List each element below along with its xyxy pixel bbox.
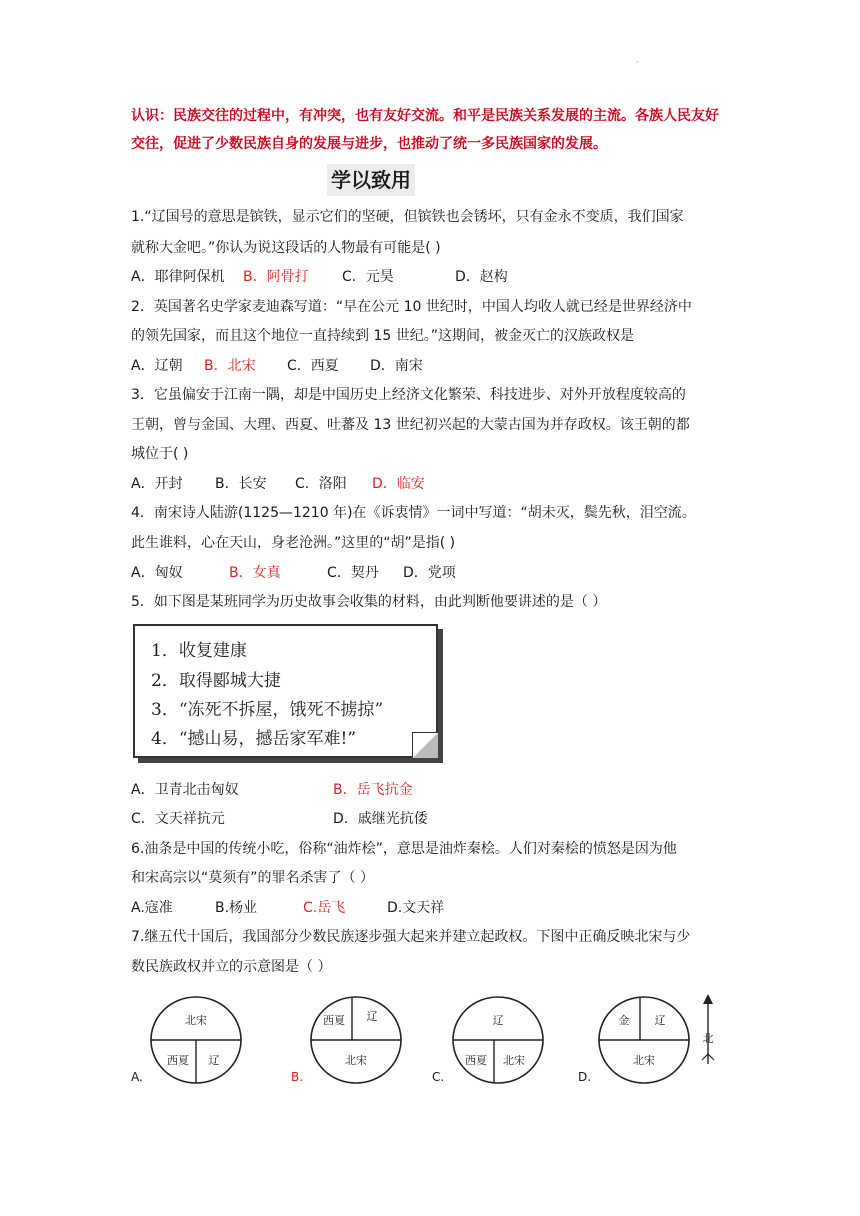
q2-option-c: C．西夏 xyxy=(287,358,339,374)
q2-line1: 2．英国著名史学家麦迪森写道：“早在公元 10 世纪时，中国人均收人就已经是世界经济中 xyxy=(131,299,692,315)
map-a-label-top: 北宋 xyxy=(185,1014,207,1027)
q3-option-a: A．开封 xyxy=(131,476,183,492)
card-item: 3．“冻死不拆屋，饿死不掳掠” xyxy=(151,700,384,720)
q5-line1: 5．如下图是某班同学为历史故事会收集的材料，由此判断他要讲述的是（ ） xyxy=(131,594,607,610)
map-c-label-bottom-left: 西夏 xyxy=(465,1054,487,1067)
q6-option-d: D.文天祥 xyxy=(387,900,445,916)
map-d-label-bottom: 北宋 xyxy=(633,1054,655,1067)
q1-line2: 就称大金吧。”你认为说这段话的人物最有可能是( ) xyxy=(131,240,441,256)
map-diagram-a xyxy=(148,994,244,1086)
q5-option-d: D．戚继光抗倭 xyxy=(333,811,428,827)
map-b-label-bottom: 北宋 xyxy=(345,1054,367,1067)
q1-option-d: D．赵构 xyxy=(455,269,508,285)
card-item: 1．收复建康 xyxy=(151,641,247,661)
map-diagram-c xyxy=(450,994,546,1086)
card-item: 2．取得郾城大捷 xyxy=(151,671,281,691)
q4-option-d: D．党项 xyxy=(403,565,456,581)
section-title: 学以致用 xyxy=(327,164,415,196)
q3-line3: 城位于( ) xyxy=(131,446,189,462)
map-diagram-b xyxy=(308,994,404,1086)
q4-option-a: A．匈奴 xyxy=(131,565,183,581)
q1-option-a: A．耶律阿保机 xyxy=(131,269,225,285)
recognition-paragraph: 认识：民族交往的过程中，有冲突，也有友好交流。和平是民族关系发展的主流。各族人民友好交往，促进了少数民族自身的发展与进步，也推动了统一多民族国家的发展。 xyxy=(131,108,719,152)
q7-option-d: D. xyxy=(578,1070,592,1084)
q1-option-c: C．元昊 xyxy=(342,269,394,285)
q4-line1: 4．南宋诗人陆游(1125—1210 年)在《诉衷情》一词中写道：“胡未灭，鬓先秋，泪空流。 xyxy=(131,505,696,521)
material-card xyxy=(133,624,438,758)
page-curl-icon xyxy=(412,732,438,758)
q4-line2: 此生谁料，心在天山，身老沧洲。”这里的“胡”是指( ) xyxy=(131,535,456,551)
q7-line1: 7.继五代十国后，我国部分少数民族逐步强大起来并建立起政权。下图中正确反映北宋与少 xyxy=(131,929,691,945)
q5-option-c: C．文天祥抗元 xyxy=(131,811,225,827)
map-a-label-bottom-left: 西夏 xyxy=(167,1054,189,1067)
map-d-label-top-left: 金 xyxy=(618,1014,630,1027)
q3-line2: 王朝，曾与金国、大理、西夏、吐蕃及 13 世纪初兴起的大蒙古国为并存政权。该王朝的都 xyxy=(131,417,690,433)
header-dot: · xyxy=(636,58,639,67)
q4-option-c: C．契丹 xyxy=(327,565,379,581)
q5-option-a: A．卫青北击匈奴 xyxy=(131,782,239,798)
q7-line2: 数民族政权并立的示意图是（ ） xyxy=(131,959,332,975)
q2-option-b: B．北宋 xyxy=(204,358,256,374)
q5-option-b: B．岳飞抗金 xyxy=(333,782,413,798)
north-arrow-label: 北 xyxy=(702,1032,714,1045)
map-a-label-bottom-right: 辽 xyxy=(208,1054,220,1067)
map-c-label-top: 辽 xyxy=(492,1014,504,1027)
map-b-label-top-left: 西夏 xyxy=(323,1014,345,1027)
q7-option-a: A. xyxy=(131,1070,143,1084)
q2-option-a: A．辽朝 xyxy=(131,358,183,374)
map-diagram-d xyxy=(596,994,726,1086)
q2-line2: 的领先国家，而且这个地位一直持续到 15 世纪。”这期间，被金灭亡的汉族政权是 xyxy=(131,328,634,344)
q3-option-b: B．长安 xyxy=(215,476,267,492)
q1-line1: 1.“辽国号的意思是镔铁，显示它们的坚硬，但镔铁也会锈坏，只有金永不变质，我们国家 xyxy=(131,209,684,225)
map-b-label-top-right: 辽 xyxy=(366,1010,378,1023)
q1-option-b: B．阿骨打 xyxy=(243,269,309,285)
q6-option-a: A.寇准 xyxy=(131,900,173,916)
q3-option-d: D．临安 xyxy=(372,476,425,492)
q3-option-c: C．洛阳 xyxy=(295,476,347,492)
q7-option-c: C. xyxy=(432,1070,445,1084)
q6-line1: 6.油条是中国的传统小吃，俗称“油炸桧”，意思是油炸秦桧。人们对秦桧的愤怒是因为他 xyxy=(131,841,677,857)
q3-line1: 3．它虽偏安于江南一隅，却是中国历史上经济文化繁荣、科技进步、对外开放程度较高的 xyxy=(131,387,686,403)
q4-option-b: B．女真 xyxy=(229,565,281,581)
map-d-label-top-right: 辽 xyxy=(654,1014,666,1027)
q6-line2: 和宋高宗以“莫须有”的罪名杀害了（ ） xyxy=(131,870,374,886)
q2-option-d: D．南宋 xyxy=(370,358,423,374)
map-c-label-bottom-right: 北宋 xyxy=(503,1054,525,1067)
q6-option-c: C.岳飞 xyxy=(303,900,346,916)
q6-option-b: B.杨业 xyxy=(215,900,258,916)
north-arrow-icon xyxy=(702,994,714,1064)
q7-option-b: B. xyxy=(291,1070,304,1084)
card-item: 4．“撼山易，撼岳家军难!” xyxy=(151,729,357,749)
